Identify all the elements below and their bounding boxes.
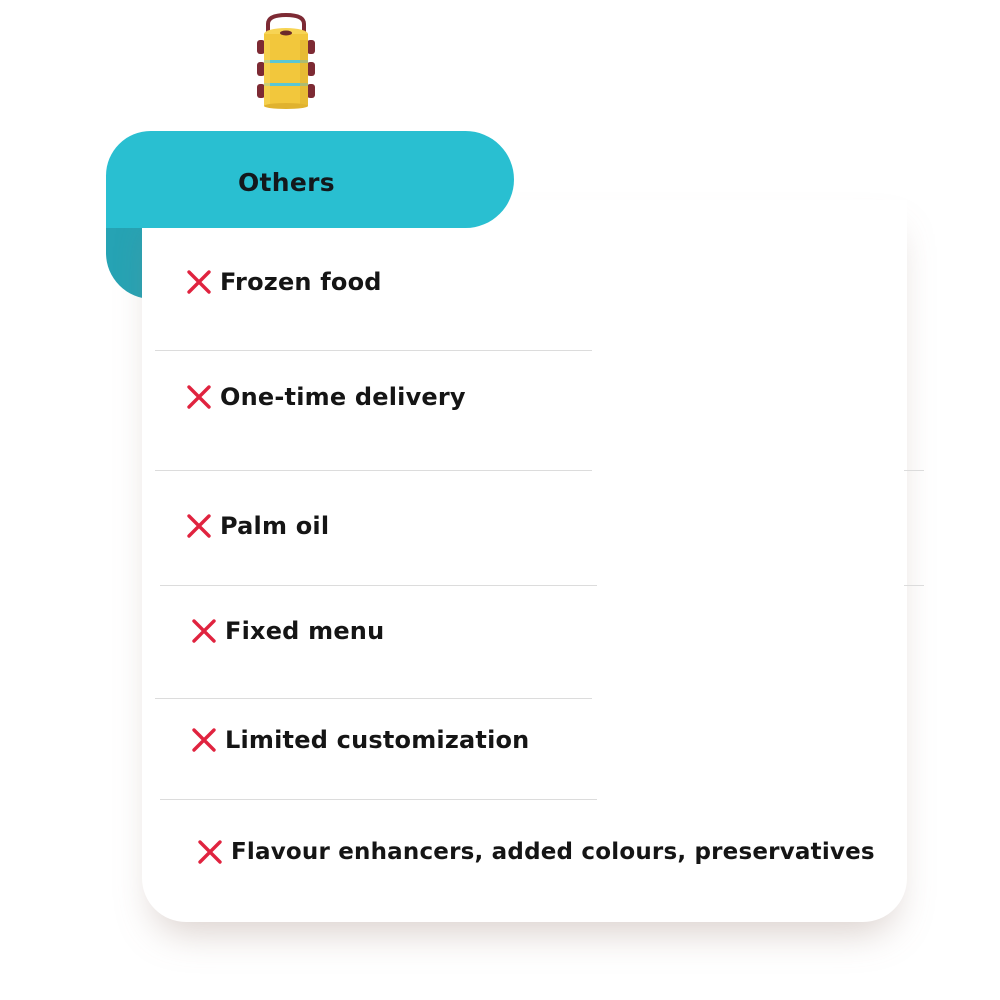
list-item-one-time-delivery (186, 383, 466, 411)
tiffin-box-icon (254, 12, 318, 112)
list-item-limited-customization (191, 726, 529, 754)
cross-icon (191, 618, 217, 644)
header-title: Others (238, 168, 335, 197)
row-divider (160, 585, 597, 586)
list-item-additives (197, 839, 875, 865)
cross-icon (197, 839, 223, 865)
row-divider (155, 350, 592, 351)
row-divider (155, 470, 592, 471)
row-divider (160, 799, 597, 800)
row-divider (904, 585, 924, 586)
list-item-frozen-food (186, 268, 382, 296)
cross-icon (191, 727, 217, 753)
cross-icon (186, 269, 212, 295)
list-item-label: One-time delivery (220, 383, 466, 411)
cross-icon (186, 384, 212, 410)
row-divider (155, 698, 592, 699)
features-card (142, 200, 907, 922)
list-item-fixed-menu (191, 617, 384, 645)
list-item-label: Limited customization (225, 726, 530, 754)
list-item-label: Palm oil (220, 512, 330, 540)
list-item-label: Frozen food (220, 268, 382, 296)
row-divider (904, 470, 924, 471)
list-item-label: Flavour enhancers, added colours, preservatives (231, 839, 875, 865)
cross-icon (186, 513, 212, 539)
list-item-label: Fixed menu (225, 617, 385, 645)
list-item-palm-oil (186, 512, 329, 540)
